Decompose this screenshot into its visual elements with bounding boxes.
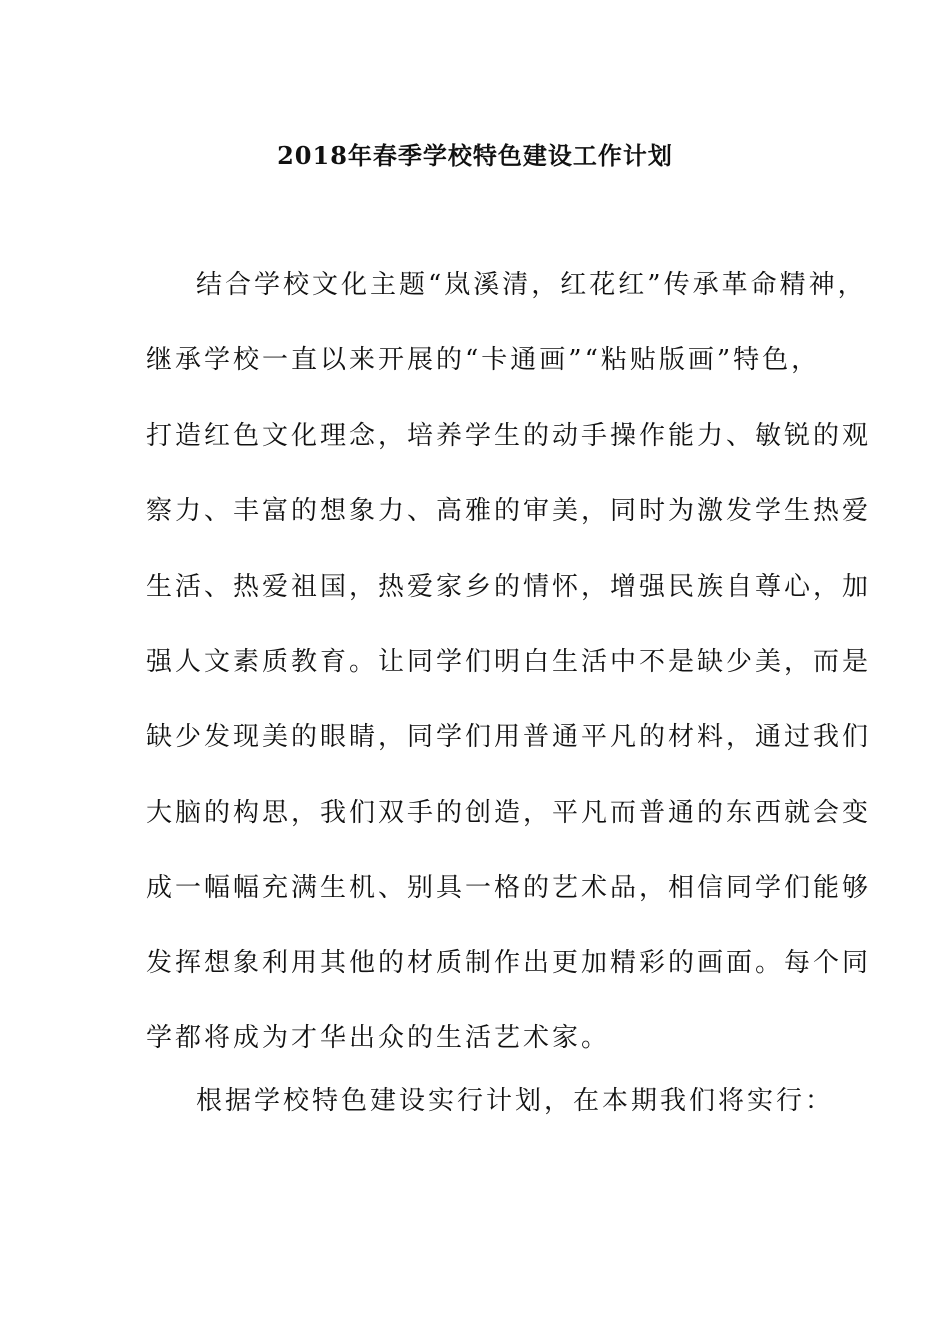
paragraph-1-line-10: 发挥想象利用其他的材质制作出更加精彩的画面。每个同 xyxy=(146,948,872,978)
paragraph-1-line-4: 察力、丰富的想象力、高雅的审美，同时为激发学生热爱 xyxy=(146,496,872,526)
paragraph-1-line-5: 生活、热爱祖国，热爱家乡的情怀，增强民族自尊心，加 xyxy=(146,572,872,602)
paragraph-1-line-3: 打造红色文化理念，培养学生的动手操作能力、敏锐的观 xyxy=(146,421,872,451)
paragraph-1-line-2: 继承学校一直以来开展的“卡通画”“粘贴版画”特色， xyxy=(146,345,821,375)
document-title: 2018年春季学校特色建设工作计划 xyxy=(277,141,673,170)
paragraph-1-line-11: 学都将成为才华出众的生活艺术家。 xyxy=(146,1023,611,1053)
paragraph-1-line-6: 强人文素质教育。让同学们明白生活中不是缺少美，而是 xyxy=(146,647,872,677)
paragraph-1-line-9: 成一幅幅充满生机、别具一格的艺术品，相信同学们能够 xyxy=(146,873,872,903)
paragraph-1-line-8: 大脑的构思，我们双手的创造，平凡而普通的东西就会变 xyxy=(146,798,872,828)
paragraph-1-line-7: 缺少发现美的眼睛，同学们用普通平凡的材料，通过我们 xyxy=(146,722,872,752)
paragraph-1-line-1: 结合学校文化主题“岚溪清，红花红”传承革命精神， xyxy=(196,270,867,300)
paragraph-2-line-1: 根据学校特色建设实行计划，在本期我们将实行： xyxy=(196,1086,835,1116)
